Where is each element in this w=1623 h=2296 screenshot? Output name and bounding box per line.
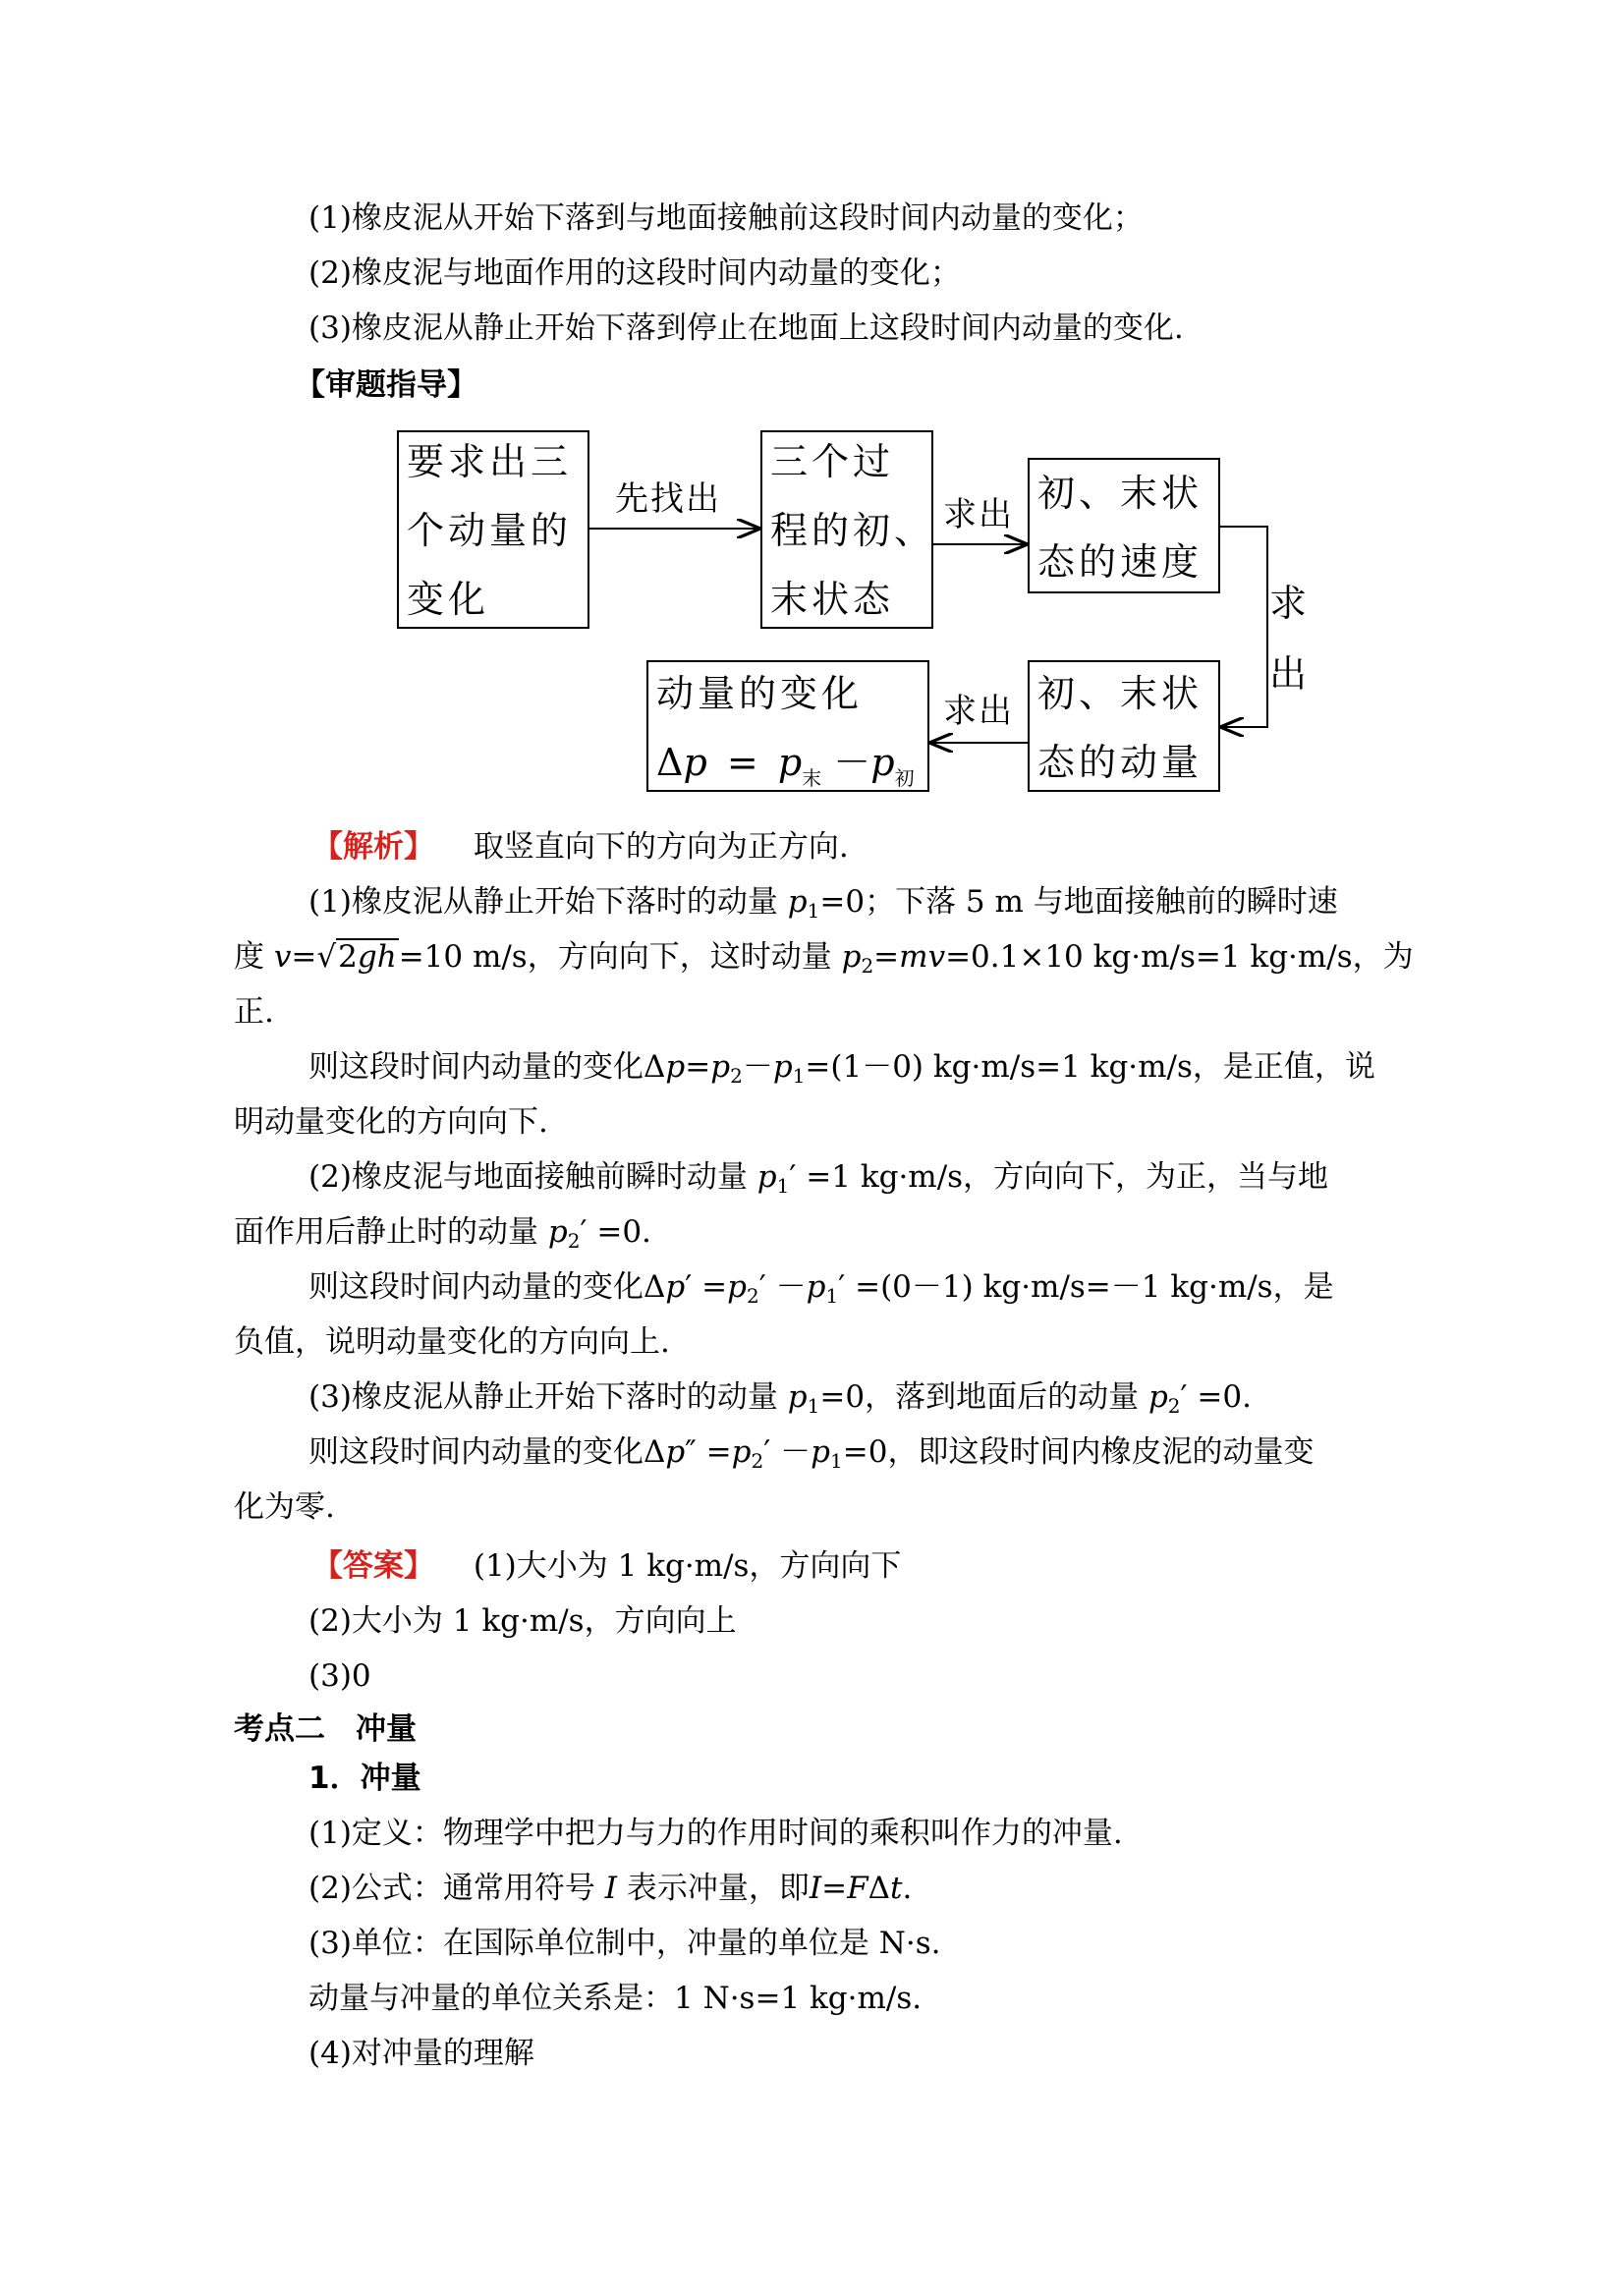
answer-2: (2)大小为 1 kg·m/s，方向向上 [308,1603,737,1639]
arrow-label-solve-vertical-1: 求 [1269,582,1312,625]
t: 2 [1167,1394,1181,1418]
box-momenta-line-2: 态的动量 [1037,741,1203,784]
impulse-definition: (1)定义：物理学中把力与力的作用时间的乘积叫作力的冲量. [308,1816,1123,1851]
t: m [899,939,928,975]
analysis-label: 【解析】 [312,829,434,865]
t: 则这段时间内动量的变化Δ [308,1269,666,1305]
box-change-line-1: 动量的变化 [656,672,864,715]
sqrt-body [336,938,399,974]
t: ′ =(0－1) kg·m/s=－1 kg·m/s，是 [838,1269,1334,1305]
box-states-line-2: 程的初、 [770,509,936,552]
formula-minus: － [833,741,871,784]
formula-p-end: p [777,741,803,784]
t: 则这段时间内动量的变化Δ [308,1049,666,1085]
t: (2)橡皮泥与地面接触前瞬时动量 [308,1159,748,1195]
analysis-intro-text: 取竖直向下的方向为正方向. [473,829,849,865]
analysis-line-11 [308,1432,1314,1481]
t: p [811,1434,831,1470]
t: p [787,1379,808,1415]
formula-init-sub: 初 [894,766,915,790]
analysis-line-1 [308,882,1338,930]
t: Δ [867,1871,891,1906]
arrow-label-solve-2: 求出 [943,692,1014,731]
impulse-understanding: (4)对冲量的理解 [308,2036,534,2071]
box-goal-line-3: 变化 [407,578,490,621]
t: v [273,939,292,975]
t: p [727,1269,747,1305]
analysis-line-8 [308,1267,1334,1316]
t: p [806,1269,826,1305]
formula-end-sub: 末 [802,766,822,790]
t: ′ =1 kg·m/s，方向向下，为正，当与地 [789,1159,1329,1195]
question-1: (1)橡皮泥从开始下落到与地面接触前这段时间内动量的变化； [308,200,1144,236]
t: v [927,939,946,975]
answer-1: (1)大小为 1 kg·m/s，方向向下 [473,1548,902,1584]
impulse-unit: (3)单位：在国际单位制中，冲量的单位是 N·s. [308,1926,941,1961]
t: p [772,1049,793,1085]
t: 2 [567,1229,581,1253]
t: 2 [751,1449,764,1473]
formula-p: p [683,741,707,784]
analysis-line-2: 度 v=√2gh=10 m/s，方向向下，这时动量 $p_2=mv=0.1\times 10$ kg·m/s=1 kg·m/s，为 [234,939,1414,978]
t: ′ =0. [1180,1379,1252,1415]
t: . [902,1871,913,1906]
impulse-unit-relation: 动量与冲量的单位关系是：1 N·s=1 kg·m/s. [308,1981,923,2016]
t: p [710,1049,731,1085]
guide-heading: 【审题指导】 [295,367,477,403]
arrow-label-solve-vertical-2: 出 [1269,652,1312,696]
analysis-line-3: 正. [234,994,274,1030]
analysis-line-7 [234,1212,651,1260]
t: t [890,1871,903,1906]
t: I [809,1871,822,1906]
t: p [665,1269,686,1305]
t: 2 [746,1284,759,1308]
box-momenta-line-1: 初、末状 [1037,672,1203,715]
t: (3)橡皮泥从静止开始下落时的动量 [308,1379,778,1415]
analysis-line-6 [308,1157,1328,1205]
impulse-formula [308,1869,912,1908]
t: p [756,1159,777,1195]
t: 表示冲量，即 [626,1871,810,1906]
t: 2 [861,954,874,978]
section-subheading: 1．冲量 [308,1761,421,1796]
t: p [1147,1379,1168,1415]
t: p [731,1434,752,1470]
t: =0.1×10 kg·m/s=1 kg·m/s，为 [945,939,1414,975]
t: F [847,1871,868,1906]
t: =0，即这段时间内橡皮泥的动量变 [842,1434,1315,1470]
t: 1 [807,1394,820,1418]
t: 2 [338,939,358,975]
arrow-label-find: 先找出 [615,479,721,519]
analysis-line-5: 明动量变化的方向向下. [234,1104,548,1140]
section-heading: 考点二 冲量 [234,1711,417,1747]
arrow-label-solve-1: 求出 [943,495,1014,534]
t: 1 [792,1064,806,1088]
t: = [873,939,900,975]
box-goal-line-1: 要求出三 [407,440,573,483]
t: (1)橡皮泥从静止开始下落时的动量 [308,884,778,920]
t: ′ － [758,1269,807,1305]
answer-3: (3)0 [308,1658,371,1694]
t: = [685,1049,711,1085]
t: 则这段时间内动量的变化Δ [308,1434,666,1470]
box-states-line-3: 末状态 [770,578,895,621]
formula-eq: = [726,741,758,784]
diagram-arrows [0,0,1623,884]
t: ′ = [685,1269,728,1305]
t: p [841,939,862,975]
answer-label: 【答案】 [312,1548,434,1584]
t: 1 [830,1449,843,1473]
t: p [547,1214,568,1250]
analysis-line-9: 负值，说明动量变化的方向向上. [234,1324,670,1360]
t: 度 [234,939,264,975]
t: 面作用后静止时的动量 [234,1214,538,1250]
t: =10 m/s，方向向下，这时动量 [398,939,832,975]
t: =(1－0) kg·m/s=1 kg·m/s，是正值，说 [805,1049,1375,1085]
formula-delta: Δ [656,741,684,784]
t: ″ = [685,1434,732,1470]
t: ′ =0. [580,1214,651,1250]
t: I [604,1871,618,1906]
analysis-intro [312,827,849,867]
formula-p-init: p [870,741,895,784]
box-goal-line-2: 个动量的 [407,509,573,552]
t: 1 [776,1174,790,1198]
box-velocities-line-1: 初、末状 [1037,472,1203,515]
t: 1 [825,1284,839,1308]
t: = [821,1871,848,1906]
analysis-line-4 [308,1047,1375,1095]
arrow-3 [1220,527,1267,727]
t: g [357,939,377,975]
t: p [665,1434,686,1470]
t: ′ － [763,1434,812,1470]
t: p [787,884,808,920]
answer-line-1 [312,1546,901,1586]
t: － [742,1049,773,1085]
t: =0，落到地面后的动量 [819,1379,1140,1415]
analysis-line-10 [308,1377,1252,1426]
analysis-line-12: 化为零. [234,1489,335,1525]
t: p [665,1049,686,1085]
question-2: (2)橡皮泥与地面作用的这段时间内动量的变化； [308,255,961,291]
t: = [291,939,317,975]
question-3: (3)橡皮泥从静止开始下落到停止在地面上这段时间内动量的变化. [308,310,1184,346]
t: 2 [730,1064,743,1088]
t: h [376,939,397,975]
t: 1 [807,899,820,923]
box-states-line-1: 三个过 [770,440,895,483]
t: =0；下落 5 m 与地面接触前的瞬时速 [819,884,1338,920]
t: (2)公式：通常用符号 [308,1871,595,1906]
box-velocities-line-2: 态的速度 [1037,540,1203,584]
